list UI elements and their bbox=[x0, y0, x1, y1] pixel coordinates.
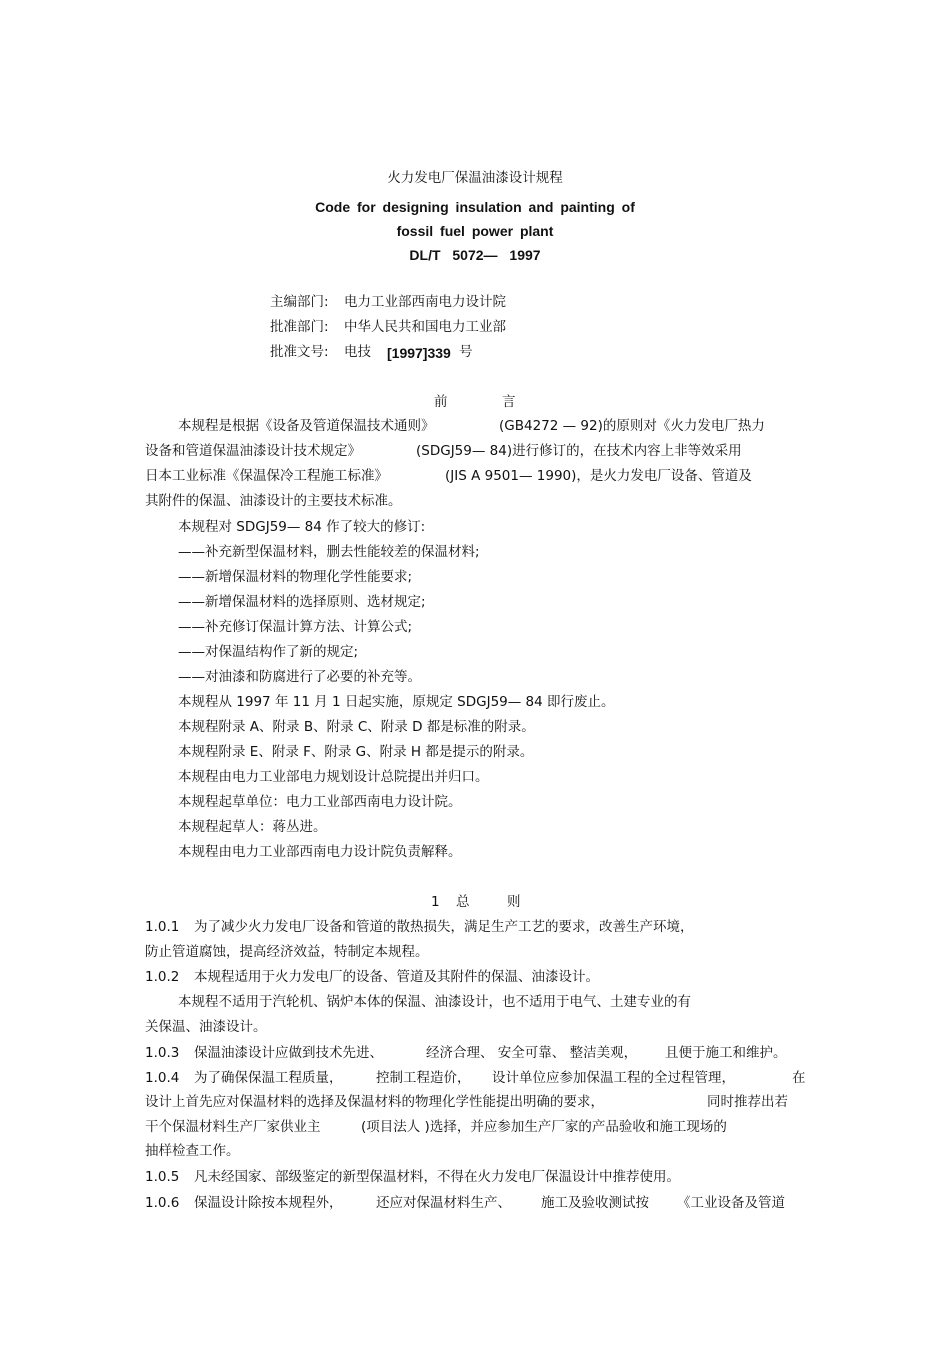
clause-1-0-6-part1: 保温设计除按本规程外， bbox=[194, 1195, 343, 1211]
clause-1-0-4-part2: 控制工程造价， bbox=[376, 1070, 471, 1086]
preface-list-item: ——补充新型保温材料，删去性能较差的保温材料; bbox=[178, 544, 480, 560]
docno-prefix: 电技 bbox=[344, 344, 371, 360]
approver-label: 批准部门: bbox=[270, 319, 329, 335]
preface-p1-line2b: (SDGJ59— 84)进行修订的，在技术内容上非等效采用 bbox=[416, 443, 742, 459]
preface-p1-line3b: (JIS A 9501— 1990)，是火力发电厂设备、管道及 bbox=[445, 468, 752, 484]
chapter1-title-char2: 则 bbox=[507, 894, 521, 910]
preface-p2: 本规程对 SDGJ59— 84 作了较大的修订: bbox=[178, 519, 426, 535]
docno-suffix: 号 bbox=[459, 344, 473, 360]
preface-p7: 本规程起草单位：电力工业部西南电力设计院。 bbox=[178, 794, 462, 810]
standard-code: DL/T 5072— 1997 bbox=[409, 247, 541, 263]
clause-1-0-4-part3: 设计单位应参加保温工程的全过程管理， bbox=[492, 1070, 735, 1086]
document-title-en-line2: fossil fuel power plant bbox=[396, 223, 554, 239]
clause-1-0-2-line3: 关保温、油漆设计。 bbox=[145, 1019, 267, 1035]
clause-1-0-3-part1: 保温油漆设计应做到技术先进、 bbox=[194, 1045, 383, 1061]
clause-1-0-2-number: 1.0.2 bbox=[145, 969, 180, 985]
document-title-cn: 火力发电厂保温油漆设计规程 bbox=[387, 170, 563, 186]
clause-1-0-4-line2b: 同时推荐出若 bbox=[707, 1094, 788, 1110]
preface-p9: 本规程由电力工业部西南电力设计院负责解释。 bbox=[178, 844, 462, 860]
preface-p5: 本规程附录 E、附录 F、附录 G、附录 H 都是提示的附录。 bbox=[178, 744, 534, 760]
clause-1-0-6-part2: 还应对保温材料生产、 bbox=[376, 1195, 511, 1211]
chapter1-number: 1 bbox=[431, 894, 440, 910]
clause-1-0-2-line2: 本规程不适用于汽轮机、锅炉本体的保温、油漆设计，也不适用于电气、土建专业的有 bbox=[178, 994, 691, 1010]
chapter1-title-char1: 总 bbox=[456, 894, 470, 910]
preface-p1-line2a: 设备和管道保温油漆设计技术规定》 bbox=[145, 443, 361, 459]
preface-p6: 本规程由电力工业部电力规划设计总院提出并归口。 bbox=[178, 769, 489, 785]
clause-1-0-4-line4: 抽样检查工作。 bbox=[145, 1143, 240, 1159]
clause-1-0-4-part1: 为了确保保温工程质量， bbox=[194, 1070, 343, 1086]
clause-1-0-4-line3a: 干个保温材料生产厂家供业主 bbox=[145, 1119, 321, 1135]
clause-1-0-6-part3: 施工及验收测试按 bbox=[541, 1195, 649, 1211]
editor-value: 电力工业部西南电力设计院 bbox=[344, 294, 506, 310]
clause-1-0-4-line3b: (项目法人 )选择，并应参加生产厂家的产品验收和施工现场的 bbox=[361, 1119, 727, 1135]
clause-1-0-2-line1: 本规程适用于火力发电厂的设备、管道及其附件的保温、油漆设计。 bbox=[194, 969, 599, 985]
preface-p3: 本规程从 1997 年 11 月 1 日起实施，原规定 SDGJ59— 84 即行废止。 bbox=[178, 694, 615, 710]
docno-number: [1997]339 bbox=[387, 345, 451, 361]
clause-1-0-3-part2: 经济合理、 安全可靠、 整洁美观， bbox=[426, 1045, 638, 1061]
preface-list-item: ——对油漆和防腐进行了必要的补充等。 bbox=[178, 669, 421, 685]
preface-list-item: ——对保温结构作了新的规定; bbox=[178, 644, 359, 660]
preface-p1-line1a: 本规程是根据《设备及管道保温技术通则》 bbox=[178, 418, 435, 434]
preface-p8: 本规程起草人：蒋丛进。 bbox=[178, 819, 327, 835]
clause-1-0-6-number: 1.0.6 bbox=[145, 1195, 180, 1211]
document-title-en-line1: Code for designing insulation and painting of bbox=[315, 199, 635, 215]
preface-heading-char2: 言 bbox=[502, 394, 516, 410]
editor-label: 主编部门: bbox=[270, 294, 329, 310]
clause-1-0-4-line2a: 设计上首先应对保温材料的选择及保温材料的物理化学性能提出明确的要求， bbox=[145, 1094, 604, 1110]
docno-label: 批准文号: bbox=[270, 344, 329, 360]
clause-1-0-4-number: 1.0.4 bbox=[145, 1070, 180, 1086]
clause-1-0-3-part3: 且便于施工和维护。 bbox=[665, 1045, 787, 1061]
clause-1-0-5-number: 1.0.5 bbox=[145, 1169, 180, 1185]
clause-1-0-5-line1: 凡未经国家、部级鉴定的新型保温材料，不得在火力发电厂保温设计中推荐使用。 bbox=[194, 1169, 680, 1185]
clause-1-0-3-number: 1.0.3 bbox=[145, 1045, 180, 1061]
preface-list-item: ——补充修订保温计算方法、计算公式; bbox=[178, 619, 413, 635]
preface-p1-line4: 其附件的保温、油漆设计的主要技术标准。 bbox=[145, 493, 402, 509]
preface-p1-line3a: 日本工业标准《保温保冷工程施工标准》 bbox=[145, 468, 388, 484]
clause-1-0-1-line2: 防止管道腐蚀，提高经济效益，特制定本规程。 bbox=[145, 944, 429, 960]
preface-p4: 本规程附录 A、附录 B、附录 C、附录 D 都是标准的附录。 bbox=[178, 719, 535, 735]
approver-value: 中华人民共和国电力工业部 bbox=[344, 319, 506, 335]
clause-1-0-6-part4: 《工业设备及管道 bbox=[677, 1195, 785, 1211]
preface-list-item: ——新增保温材料的物理化学性能要求; bbox=[178, 569, 413, 585]
clause-1-0-1-line1: 为了减少火力发电厂设备和管道的散热损失，满足生产工艺的要求，改善生产环境， bbox=[194, 919, 694, 935]
clause-1-0-1-number: 1.0.1 bbox=[145, 919, 180, 935]
preface-list-item: ——新增保温材料的选择原则、选材规定; bbox=[178, 594, 426, 610]
clause-1-0-4-part4: 在 bbox=[792, 1070, 806, 1086]
preface-p1-line1b: (GB4272 — 92)的原则对《火力发电厂热力 bbox=[499, 418, 765, 434]
preface-heading-char1: 前 bbox=[434, 394, 448, 410]
